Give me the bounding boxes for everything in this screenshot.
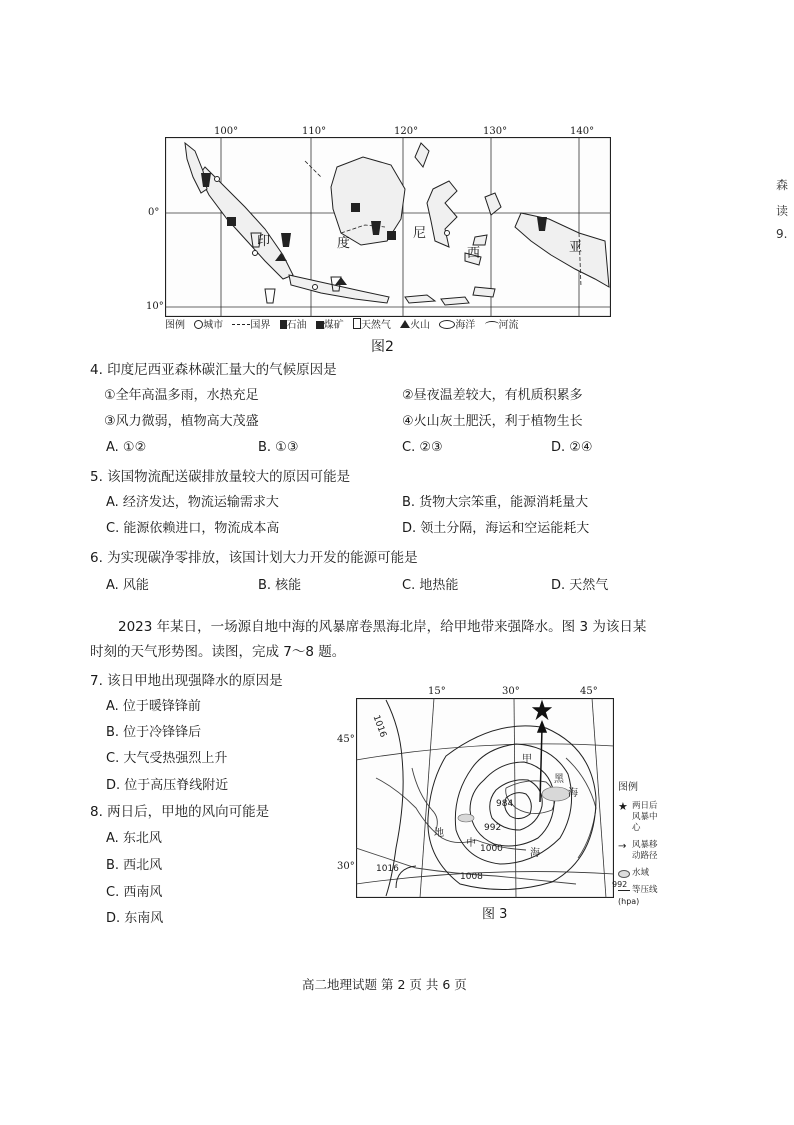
isobar-label-1008: 1008 (460, 872, 483, 882)
legend-city: 城市 (203, 320, 224, 331)
page-footer: 高二地理试题 第 2 页 共 6 页 (302, 977, 467, 992)
q8-option-a: A. 东北风 (106, 831, 162, 846)
lat-label-10: 10° (146, 301, 164, 312)
q5-option-b: B. 货物大宗笨重，能源消耗量大 (402, 495, 589, 510)
lon-label-130: 130° (483, 126, 508, 137)
legend-water: 水域 (632, 868, 650, 878)
legend-border: 国界 (250, 320, 271, 331)
legend-isobar: 等压线 (632, 885, 658, 895)
q8-option-c: C. 西南风 (106, 885, 163, 900)
map2-frame (165, 137, 611, 317)
q8-stem: 8. 两日后，甲地的风向可能是 (90, 804, 270, 820)
q7-option-c: C. 大气受热强烈上升 (106, 751, 228, 766)
q5-stem: 5. 该国物流配送碳排放量较大的原因可能是 (90, 469, 351, 485)
figure-2-caption: 图2 (371, 339, 394, 355)
passage-line-2: 时刻的天气形势图。读图，完成 7～8 题。 (90, 644, 346, 660)
q4-item-3: ③风力微弱，植物高大茂盛 (104, 414, 259, 429)
lat-label-30: 30° (337, 861, 355, 872)
lat-label-0: 0° (148, 207, 160, 218)
country-char-ni: 尼 (413, 226, 427, 241)
q6-option-c: C. 地热能 (402, 578, 459, 593)
figure-2-map (146, 125, 610, 340)
figure-3-caption: 图 3 (482, 907, 508, 922)
q6-stem: 6. 为实现碳净零排放，该国计划大力开发的能源可能是 (90, 550, 418, 566)
q7-option-d: D. 位于高压脊线附近 (106, 778, 229, 793)
country-char-xi: 西 (467, 246, 481, 261)
country-char-yin: 印 (257, 234, 271, 249)
place-char-jia: 甲 (522, 754, 532, 765)
q7-option-a: A. 位于暖锋锋前 (106, 699, 201, 714)
place-char-di: 地 (434, 828, 444, 839)
legend-volcano: 火山 (410, 320, 431, 331)
place-char-hai-1: 海 (568, 788, 578, 799)
country-char-ya: 亚 (569, 240, 583, 255)
q5-option-a: A. 经济发达，物流运输需求大 (106, 495, 279, 510)
lon-label-45: 45° (580, 686, 598, 697)
legend-title: 图例 (618, 782, 638, 793)
legend-sea: 海洋 (455, 320, 476, 331)
passage-line-1: 2023 年某日，一场源自地中海的风暴席卷黑海北岸，给甲地带来强降水。图 3 为该日某 (118, 619, 647, 635)
q4-option-c: C. ②③ (402, 440, 443, 455)
place-char-hai-2: 海 (530, 848, 540, 859)
legend-storm-center: 两日后风暴中心 (632, 801, 658, 833)
q7-option-b: B. 位于冷锋锋后 (106, 725, 202, 740)
lon-label-15: 15° (428, 686, 446, 697)
q4-item-4: ④火山灰土肥沃，利于植物生长 (402, 414, 583, 429)
lat-label-45: 45° (337, 734, 355, 745)
q7-stem: 7. 该日甲地出现强降水的原因是 (90, 673, 283, 689)
border-icon (232, 324, 250, 325)
coal-symbol (351, 203, 360, 212)
isobar-label-1000: 1000 (480, 844, 503, 854)
figure-3-map (330, 684, 660, 924)
city-icon (194, 320, 203, 329)
q4-option-b: B. ①③ (258, 440, 299, 455)
q8-option-d: D. 东南风 (106, 911, 164, 926)
river-icon (485, 321, 499, 328)
q5-option-c: C. 能源依赖进口，物流成本高 (106, 521, 280, 536)
legend-coal: 煤矿 (323, 320, 344, 331)
arrow-right-icon: → (618, 841, 627, 852)
q8-option-b: B. 西北风 (106, 858, 163, 873)
isobar-label-1016-bottom: 1016 (376, 864, 399, 874)
place-char-hei: 黑 (554, 774, 564, 785)
legend-oil: 石油 (286, 320, 307, 331)
isobar-sample-label: 992 (612, 880, 628, 889)
q4-item-2: ②昼夜温差较大，有机质积累多 (402, 388, 583, 403)
q4-stem: 4. 印度尼西亚森林碳汇量大的气候原因是 (90, 362, 337, 378)
legend-unit: (hpa) (618, 897, 640, 906)
isobar-label-984: 984 (496, 799, 514, 809)
side-char-sen: 森 (776, 178, 789, 192)
legend-storm-path: 风暴移动路径 (632, 840, 658, 861)
side-char-du: 读 (776, 204, 789, 218)
map2-legend (165, 318, 611, 334)
legend-title: 图例 (165, 320, 185, 331)
water-icon (618, 870, 630, 878)
q6-option-d: D. 天然气 (551, 578, 609, 593)
lon-label-140: 140° (570, 126, 595, 137)
q4-option-a: A. ①② (106, 440, 147, 455)
lon-label-30: 30° (502, 686, 520, 697)
country-char-du: 度 (337, 236, 351, 251)
coal-symbol (227, 217, 236, 226)
lon-label-120: 120° (394, 126, 419, 137)
gas-icon (353, 318, 361, 329)
coal-icon (316, 321, 324, 329)
q5-option-d: D. 领土分隔，海运和空运能耗大 (402, 521, 590, 536)
volcano-icon (400, 320, 410, 328)
star-icon: ★ (618, 800, 628, 813)
lon-label-110: 110° (302, 126, 327, 137)
legend-gas: 天然气 (360, 320, 391, 331)
side-char-9: 9. (776, 227, 788, 241)
sea-icon (439, 320, 455, 329)
q6-option-a: A. 风能 (106, 578, 149, 593)
isobar-label-1016-top: 1016 (370, 714, 388, 739)
q6-option-b: B. 核能 (258, 578, 302, 593)
isobar-label-992: 992 (484, 823, 502, 833)
isobar-icon (618, 890, 630, 891)
q4-item-1: ①全年高温多雨，水热充足 (104, 388, 259, 403)
place-char-zhong: 中 (466, 838, 476, 849)
lon-label-100: 100° (214, 126, 239, 137)
map3-legend (612, 782, 660, 907)
q4-option-d: D. ②④ (551, 440, 593, 455)
coal-symbol (387, 231, 396, 240)
legend-river: 河流 (498, 320, 519, 331)
oil-icon (280, 320, 287, 329)
